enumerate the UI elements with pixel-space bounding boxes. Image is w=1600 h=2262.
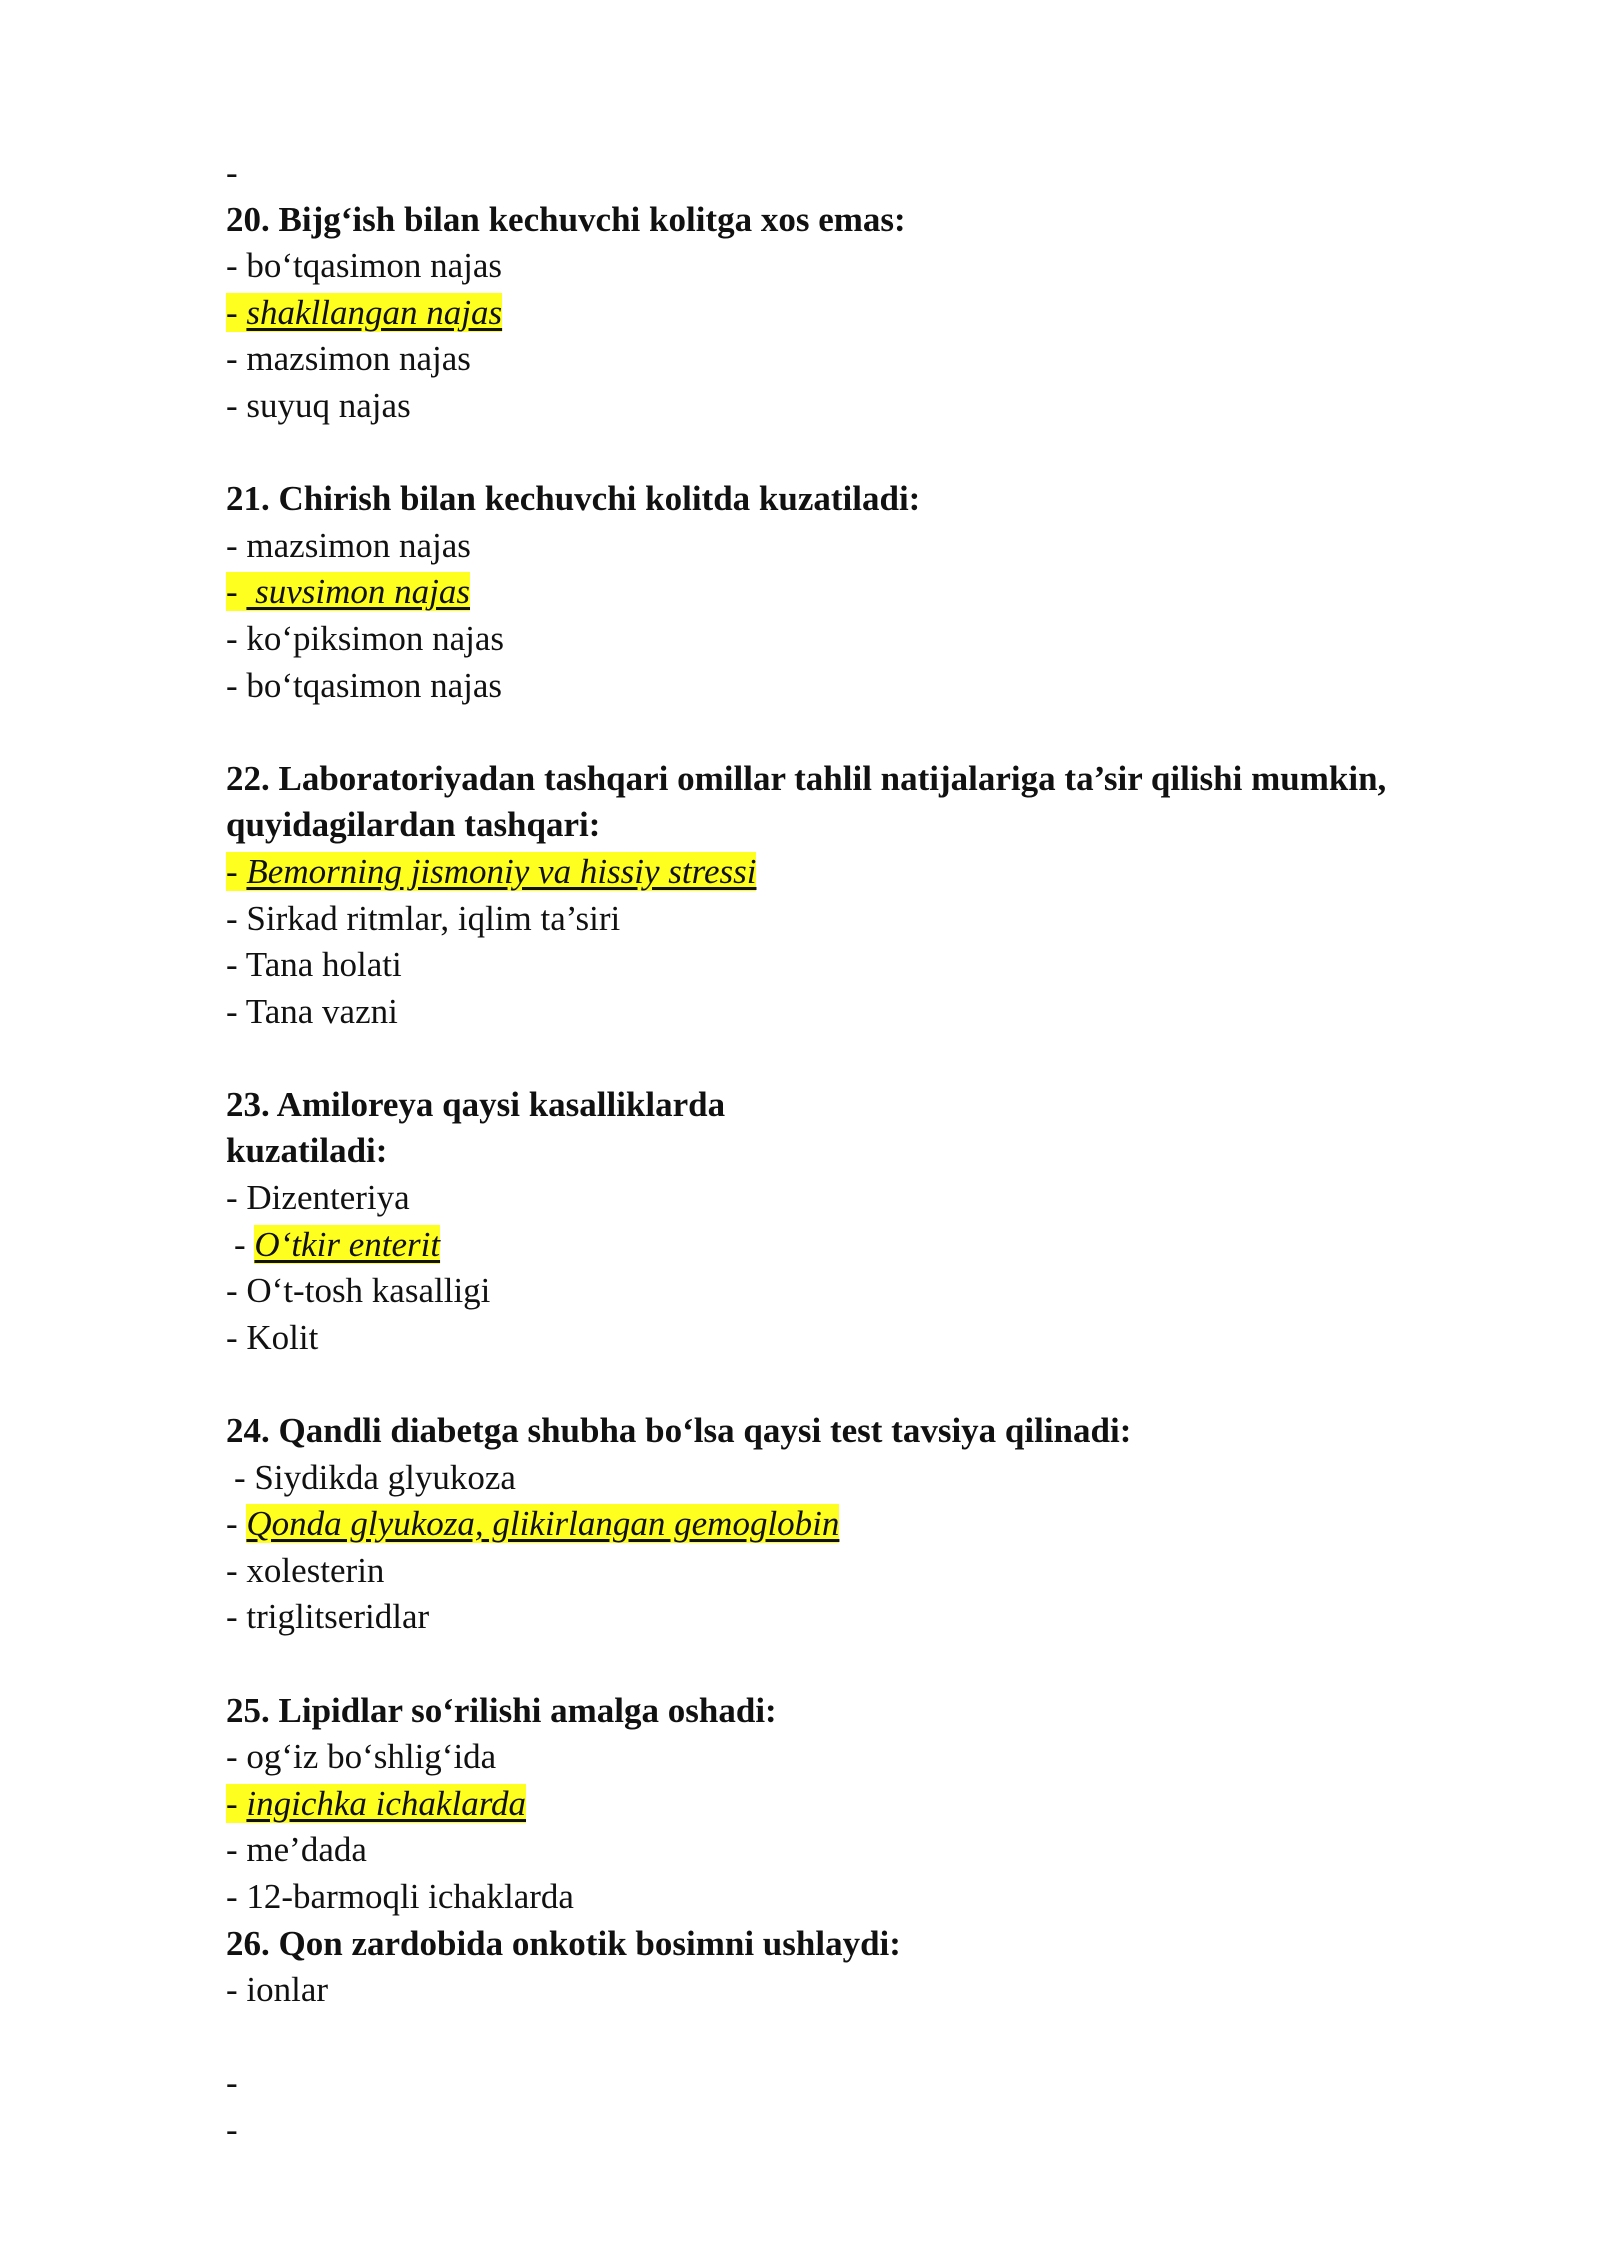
option: - Tana vazni [226,991,398,1031]
question-title: 25. Lipidlar so‘rilishi amalga oshadi: [226,1690,777,1730]
spacer [226,1641,1526,1688]
option: - ionlar [226,1970,329,2010]
spacer [226,1035,1526,1082]
option: - og‘iz bo‘shlig‘ida [226,1737,497,1777]
answer-text: O‘tkir enterit [254,1224,441,1264]
question-title: 21. Chirish bilan kechuvchi kolitda kuzatiladi: [226,479,921,519]
option: - 12-barmoqli ichaklarda [226,1876,574,1916]
option: - suyuq najas [226,385,411,425]
option: - triglitseridlar [226,1597,430,1637]
question-title: 26. Qon zardobida onkotik bosimni ushlaydi: [226,1923,901,1963]
option: - ko‘piksimon najas [226,618,505,658]
question-24 [226,1408,1526,1641]
option-correct [226,849,1526,896]
option-correct [226,569,1526,616]
question-title: 22. Laboratoriyadan tashqari omillar tahlil natijalariga ta’sir qilishi mumkin, quyidagilardan tashqari: [226,758,1387,845]
question-25 [226,1688,1526,1921]
question-title-continued: kuzatiladi: [226,1131,388,1171]
option: - bo‘tqasimon najas [226,665,503,705]
answer-highlight: - Bemorning jismoniy va hissiy stressi [226,851,757,891]
trailing-dash: - [226,2109,238,2149]
option: - Tana holati [226,945,402,985]
spacer [226,430,1526,477]
leading-dash: - [226,153,238,192]
question-20 [226,197,1526,430]
answer-text: Bemorning jismoniy va hissiy stressi [246,851,757,891]
answer-highlight: - ingichka ichaklarda [226,1783,527,1823]
question-23 [226,1082,1526,1362]
spacer [226,709,1526,756]
answer-highlight: - shakllangan najas [226,292,503,332]
option: - Sirkad ritmlar, iqlim ta’siri [226,898,621,938]
answer-highlight: - suvsimon najas [226,572,471,612]
question-22 [226,756,1526,1036]
option: - Kolit [226,1317,319,1357]
question-title: 20. Bijg‘ish bilan kechuvchi kolitga xos emas: [226,199,906,239]
answer-text: ingichka ichaklarda [246,1783,527,1823]
spacer [226,1361,1526,1408]
option: - O‘t-tosh kasalligi [226,1271,491,1311]
option-correct: - O‘tkir enterit [234,1224,441,1264]
trailing-dash: - [226,2063,238,2103]
answer-highlight [246,1504,839,1543]
option: - bo‘tqasimon najas [226,246,503,286]
question-26 [226,1921,1526,2014]
spacer [226,2014,1526,2061]
option-correct: - Qonda glyukoza, glikirlangan gemoglobin [226,1504,840,1544]
option: - Siydikda glyukoza [234,1457,516,1497]
answer-text: Qonda glyukoza, glikirlangan gemoglobin [246,1504,840,1544]
option: - me’dada [226,1830,367,1870]
option: - xolesterin [226,1550,385,1590]
question-title: 24. Qandli diabetga shubha bo‘lsa qaysi test tavsiya qilinadi: [226,1411,1132,1451]
option: - mazsimon najas [226,339,471,379]
option-correct [226,1781,1526,1828]
document-page [226,150,1526,2154]
answer-text: shakllangan najas [246,292,503,332]
answer-text: suvsimon najas [246,572,471,612]
question-21 [226,476,1526,709]
option-correct [226,290,1526,337]
option: - Dizenteriya [226,1178,410,1218]
question-title: 23. Amiloreya qaysi kasalliklarda [226,1084,726,1124]
answer-highlight [254,1225,440,1264]
option: - mazsimon najas [226,525,471,565]
